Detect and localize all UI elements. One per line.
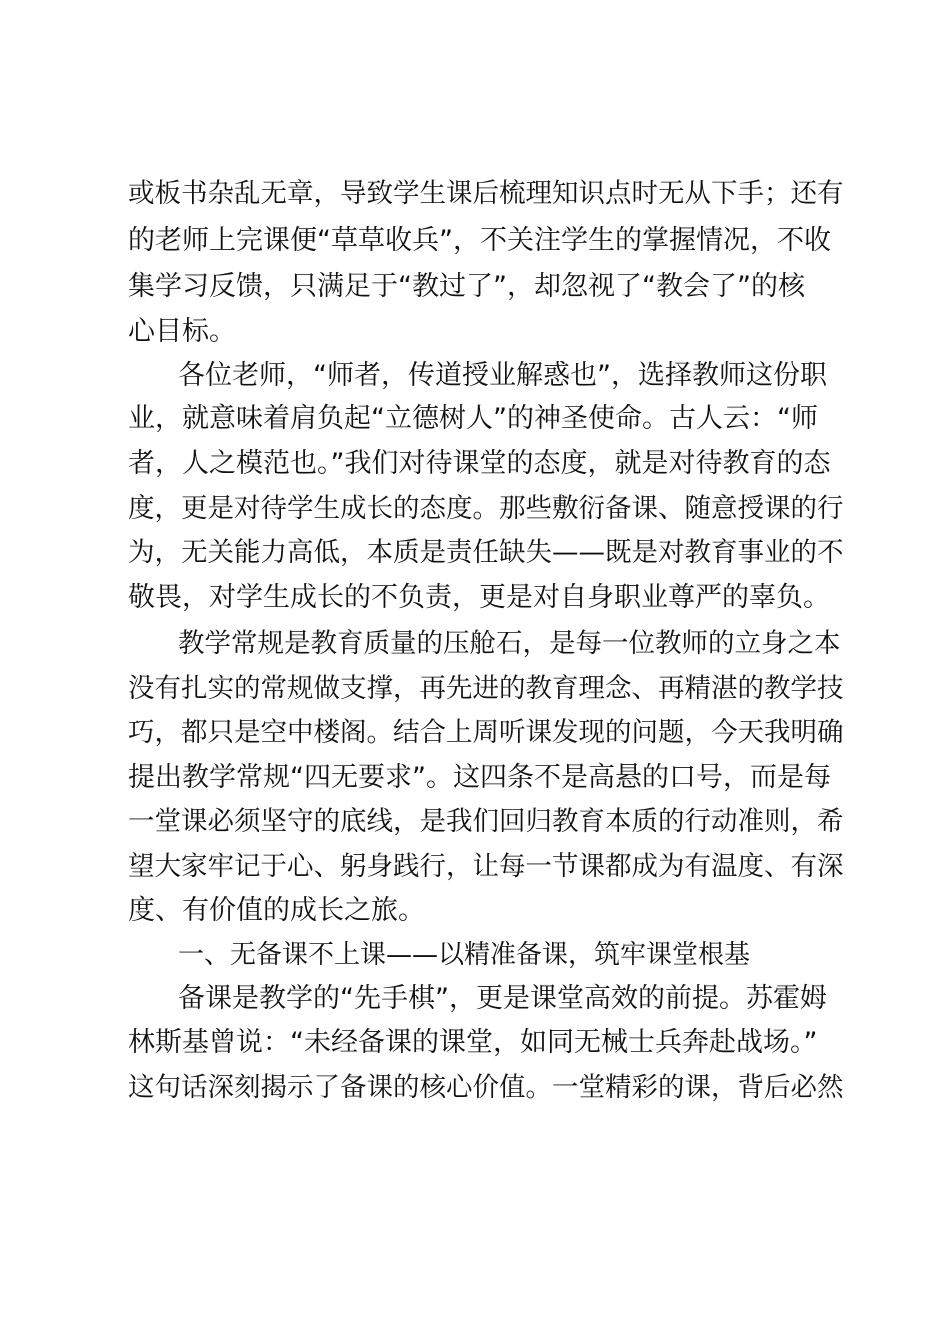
text-line: 者，人之模范也。”我们对待课堂的态度，就是对待教育的态 bbox=[128, 448, 831, 479]
text-line: 提出教学常规“四无要求”。这四条不是高悬的口号，而是每 bbox=[128, 762, 831, 793]
text-line: 一堂课必须坚守的底线，是我们回归教育本质的行动准则，希 bbox=[128, 806, 844, 837]
text-line: 敬畏，对学生成长的不负责，更是对自身职业尊严的辜负。 bbox=[128, 582, 830, 613]
text-line: 备课是教学的“先手棋”，更是课堂高效的前提。苏霍姆 bbox=[178, 983, 827, 1014]
text-line: 为，无关能力高低，本质是责任缺失——既是对教育事业的不 bbox=[128, 537, 844, 568]
text-line: 业，就意味着肩负起“立德树人”的神圣使命。古人云：“师 bbox=[128, 403, 818, 434]
text-line: 这句话深刻揭示了备课的核心价值。一堂精彩的课，背后必然 bbox=[128, 1072, 844, 1103]
text-line: 度，更是对待学生成长的态度。那些敷衍备课、随意授课的行 bbox=[128, 493, 844, 524]
text-line: 或板书杂乱无章，导致学生课后梳理知识点时无从下手；还有 bbox=[128, 178, 844, 209]
text-line: 各位老师，“师者，传道授业解惑也”，选择教师这份职 bbox=[178, 360, 827, 391]
text-line: 心目标。 bbox=[128, 316, 236, 347]
text-line: 望大家牢记于心、躬身践行，让每一节课都成为有温度、有深 bbox=[128, 851, 844, 882]
text-line: 巧，都只是空中楼阁。结合上周听课发现的问题，今天我明确 bbox=[128, 717, 844, 748]
section-heading: 一、无备课不上课——以精准备课，筑牢课堂根基 bbox=[178, 940, 751, 970]
text-line: 的老师上完课便“草草收兵”，不关注学生的掌握情况，不收 bbox=[128, 225, 831, 256]
text-line: 教学常规是教育质量的压舱石，是每一位教师的立身之本 bbox=[178, 628, 841, 659]
text-line: 度、有价值的成长之旅。 bbox=[128, 895, 425, 926]
text-line: 没有扎实的常规做支撑，再先进的教育理念、再精湛的教学技 bbox=[128, 673, 844, 704]
text-line: 林斯基曾说：“未经备课的课堂，如同无械士兵奔赴战场。” bbox=[128, 1027, 818, 1058]
text-line: 集学习反馈，只满足于“教过了”，却忽视了“教会了”的核 bbox=[128, 271, 805, 302]
